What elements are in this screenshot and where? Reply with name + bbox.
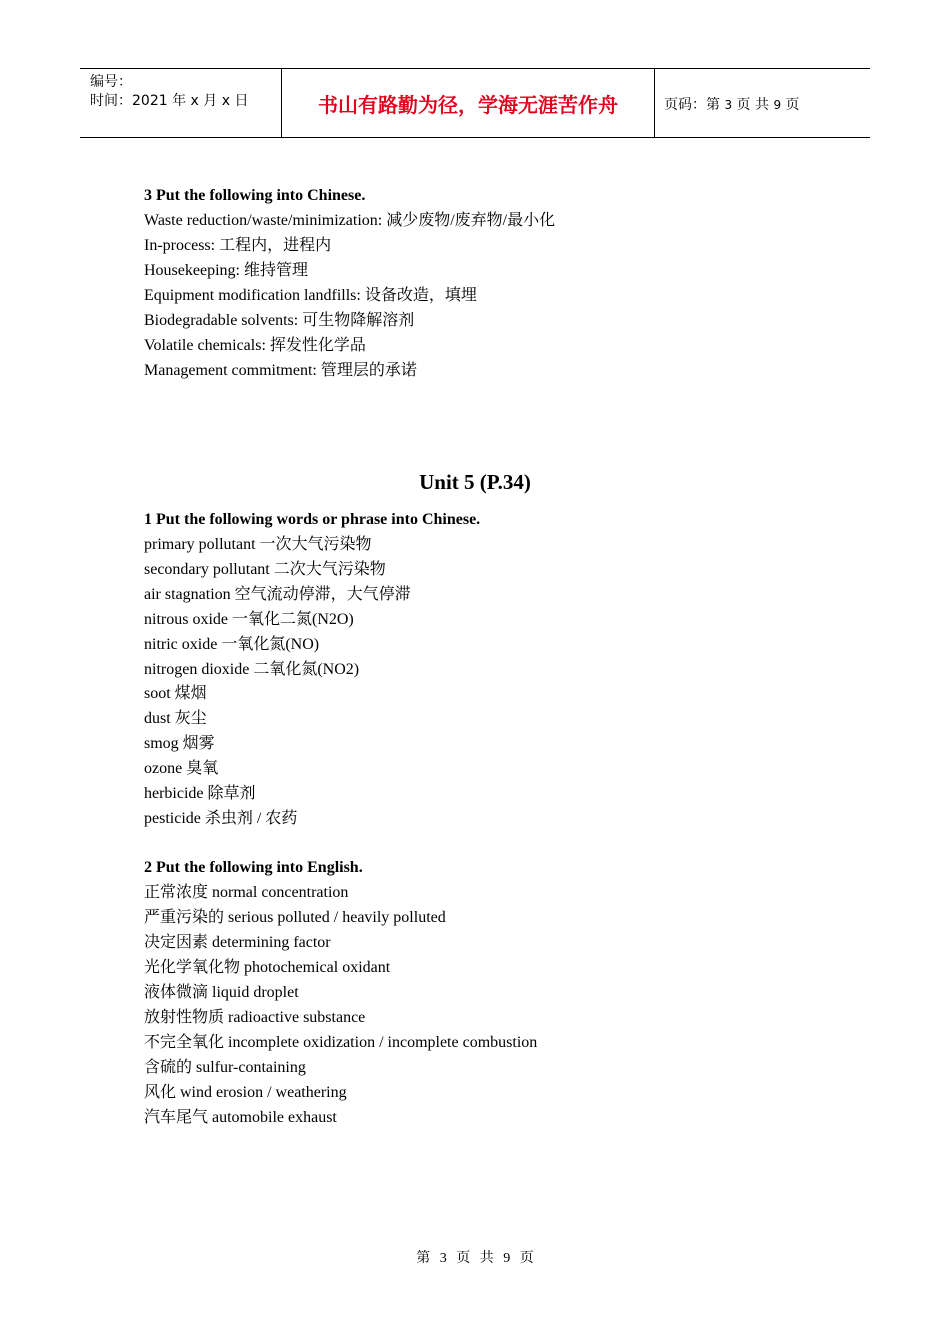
list-item: nitrogen dioxide 二氧化氮(NO2) xyxy=(144,661,360,678)
list-item: smog 烟雾 xyxy=(144,735,215,752)
list-item: nitric oxide 一氧化氮(NO) xyxy=(144,636,320,653)
list-item: 光化学氧化物 photochemical oxidant xyxy=(144,959,391,976)
page-footer xyxy=(0,1247,950,1267)
list-item: 放射性物质 radioactive substance xyxy=(144,1009,366,1026)
list-item: dust 灰尘 xyxy=(144,710,207,727)
list-item: nitrous oxide 一氧化二氮(N2O) xyxy=(144,611,354,628)
footer-page-number: 3 xyxy=(439,1251,447,1266)
header-meta-cell xyxy=(80,69,282,137)
list-item: Management commitment: 管理层的承诺 xyxy=(144,362,417,379)
part2-heading: 2 Put the following into English. xyxy=(144,859,363,876)
page-prefix: 页码：第 xyxy=(664,97,720,113)
list-item: primary pollutant 一次大气污染物 xyxy=(144,536,372,553)
list-item: Housekeeping: 维持管理 xyxy=(144,262,308,279)
list-item: pesticide 杀虫剂 / 农药 xyxy=(144,810,298,827)
list-item: herbicide 除草剂 xyxy=(144,785,256,802)
list-item: 液体微滴 liquid droplet xyxy=(144,984,299,1001)
date-text: 时间：2021 年 x 月 x 日 xyxy=(90,93,249,109)
list-item: air stagnation 空气流动停滞，大气停滞 xyxy=(144,586,411,603)
list-item: 风化 wind erosion / weathering xyxy=(144,1084,347,1101)
list-item: Waste reduction/waste/minimization: 减少废物/废弃物/最小化 xyxy=(144,212,556,229)
list-item: ozone 臭氧 xyxy=(144,760,219,777)
header-page-info xyxy=(664,94,800,114)
page-header xyxy=(80,68,870,138)
part1-heading: 1 Put the following words or phrase into Chinese. xyxy=(144,511,481,528)
list-item: 不完全氧化 incomplete oxidization / incomplete combustion xyxy=(144,1034,538,1051)
page-mid: 页 共 xyxy=(736,97,769,113)
header-motto: 书山有路勤为径，学海无涯苦作舟 xyxy=(282,69,655,137)
page-total: 9 xyxy=(773,98,782,112)
serial-label: 编号： xyxy=(90,74,132,90)
page-number: 3 xyxy=(724,98,733,112)
footer-word: 页 xyxy=(519,1251,534,1266)
list-item: Biodegradable solvents: 可生物降解溶剂 xyxy=(144,312,415,329)
list-item: Equipment modification landfills: 设备改造，填埋 xyxy=(144,287,477,304)
list-item: soot 煤烟 xyxy=(144,685,207,702)
unit-title: Unit 5 (P.34) xyxy=(419,470,531,494)
list-item: 汽车尾气 automobile exhaust xyxy=(144,1109,337,1126)
list-item: In-process: 工程内，进程内 xyxy=(144,237,332,254)
page-suffix: 页 xyxy=(785,97,800,113)
section3-heading: 3 Put the following into Chinese. xyxy=(144,187,366,204)
footer-word: 共 xyxy=(479,1251,494,1266)
list-item: secondary pollutant 二次大气污染物 xyxy=(144,561,386,578)
list-item: 含硫的 sulfur-containing xyxy=(144,1059,306,1076)
list-item: 决定因素 determining factor xyxy=(144,934,331,951)
list-item: 严重污染的 serious polluted / heavily polluted xyxy=(144,909,446,926)
footer-word: 页 xyxy=(456,1251,471,1266)
list-item: 正常浓度 normal concentration xyxy=(144,884,349,901)
footer-page-total: 9 xyxy=(503,1251,511,1266)
footer-word: 第 xyxy=(416,1251,431,1266)
list-item: Volatile chemicals: 挥发性化学品 xyxy=(144,337,366,354)
